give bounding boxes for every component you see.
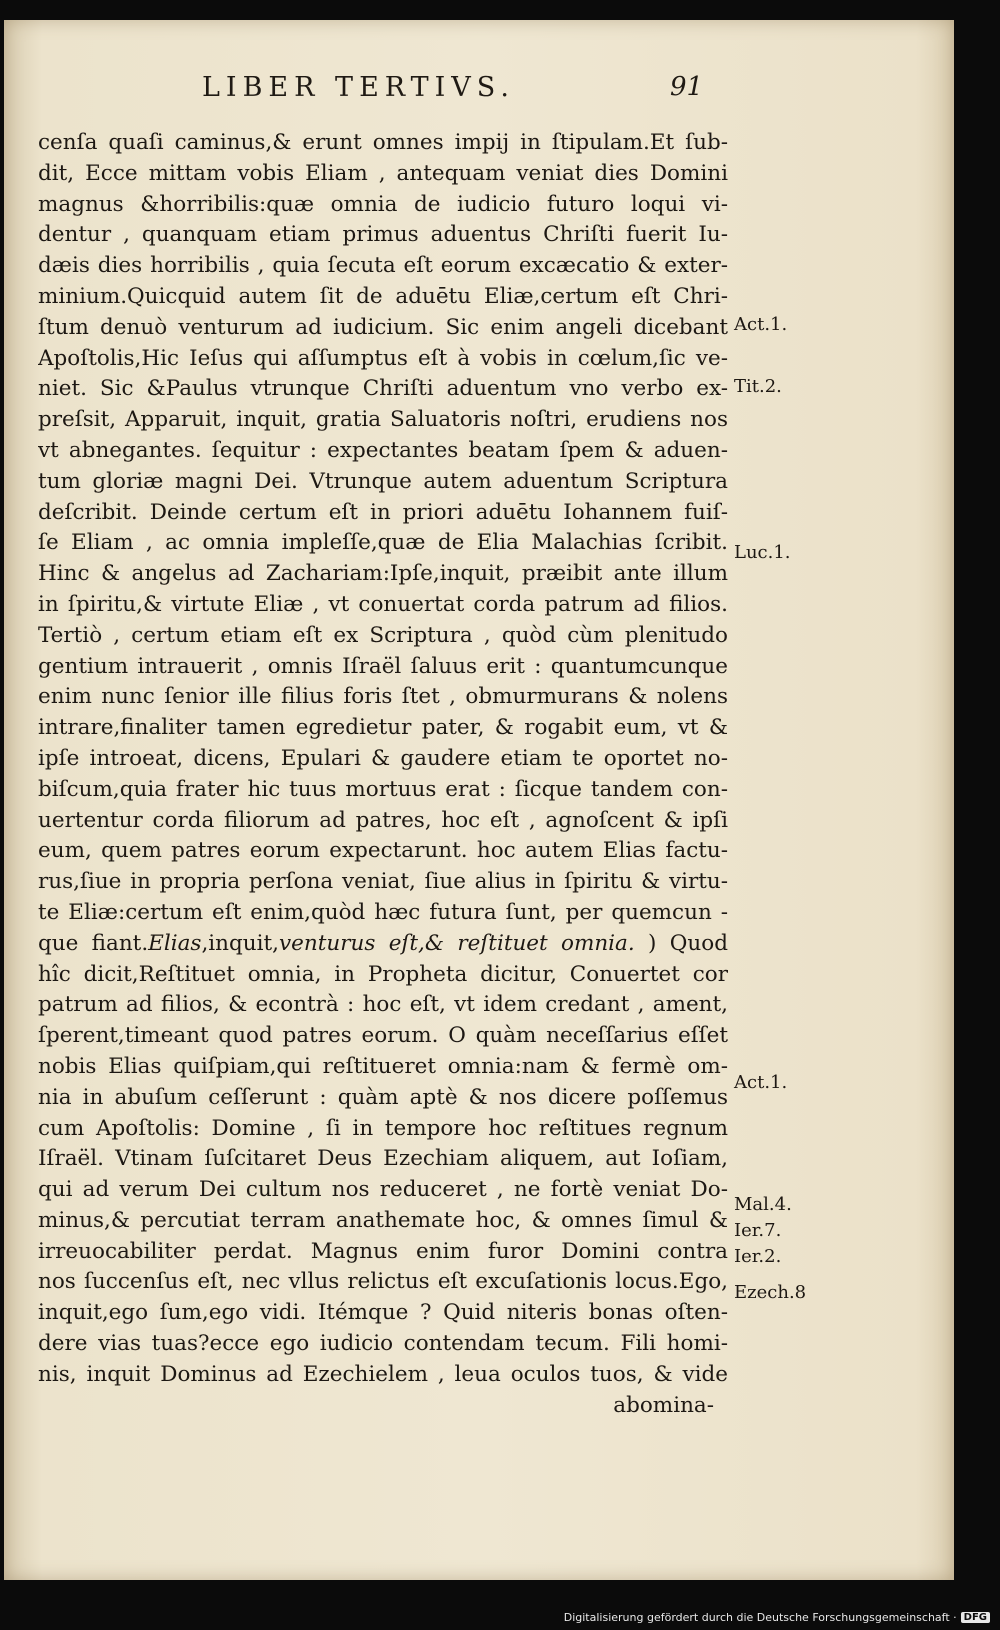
funding-credit: Digitalisierung gefördert durch die Deutsche Forschungsgemeinschaft · <box>563 1611 957 1624</box>
text-line: Tertiò , certum etiam eſt ex Scriptura , quòd cùm plenitudo <box>38 622 728 648</box>
text-line: nis, inquit Dominus ad Ezechielem , leua oculos tuos, & vide <box>38 1361 728 1387</box>
italic-quotation: Elias <box>148 930 202 956</box>
text-line: ſe Eliam , ac omnia impleſſe,quæ de Elia Malachias ſcribit. <box>38 530 728 556</box>
text-line: inquit,ego ſum,ego vidi. Itémque ? Quid niteris bonas oſten- <box>38 1300 728 1326</box>
italic-quotation: venturus eſt,& reſtituet omnia. <box>279 930 635 956</box>
text-segment: que fiant. <box>38 930 149 956</box>
margin-reference: Ezech.8 <box>734 1282 807 1303</box>
text-line: qui ad verum Dei cultum nos reduceret , ne fortè veniat Do- <box>38 1177 728 1203</box>
text-line: intrare,finaliter tamen egredietur pater, & rogabit eum, vt & <box>38 715 728 741</box>
text-line: ſperent,timeant quod patres eorum. O quàm neceſſarius eſſet <box>38 1023 728 1049</box>
text-line: nobis Elias quiſpiam,qui reſtitueret omnia:nam & fermè om- <box>38 1053 728 1079</box>
margin-notes <box>4 20 954 1580</box>
text-line: dere vias tuas?ecce ego iudicio contendam tecum. Fili homi- <box>38 1331 728 1357</box>
text-line: ipſe introeat, dicens, Epulari & gaudere etiam te oportet no- <box>38 745 728 771</box>
text-line: gentium intrauerit , omnis Iſraël ſaluus erit : quantumcunque <box>38 653 728 679</box>
text-line: vt abnegantes. ſequitur : expectantes beatam ſpem & aduen- <box>38 437 728 463</box>
margin-reference: Act.1. <box>734 314 788 335</box>
text-line: dæis dies horribilis , quia ſecuta eſt eorum excæcatio & exter- <box>38 253 728 279</box>
text-line: biſcum,quia frater hic tuus mortuus erat : ſicque tandem con- <box>38 776 728 802</box>
text-segment: ,inquit, <box>201 930 279 956</box>
text-line: te Eliæ:certum eſt enim,quòd hæc futura ſunt, per quemcun - <box>38 899 728 925</box>
margin-reference: Ier.7. <box>734 1220 782 1241</box>
text-line: patrum ad filios, & econtrà : hoc eſt, vt idem credant , ament, <box>38 992 728 1018</box>
text-line: minium.Quicquid autem ſit de aduētu Eliæ,certum eſt Chri- <box>38 283 728 309</box>
text-line: minus,& percutiat terram anathemate hoc, & omnes ſimul & <box>38 1207 728 1233</box>
text-line: tum gloriæ magni Dei. Vtrunque autem aduentum Scriptura <box>38 468 728 494</box>
text-line: magnus &horribilis:quæ omnia de iudicio futuro loqui vi- <box>38 191 728 217</box>
catchword: abomina- <box>613 1392 714 1418</box>
text-line: Apoſtolis,Hic Ieſus qui aſſumptus eſt à vobis in cœlum,ſic ve- <box>38 345 728 371</box>
text-line: hîc dicit,Reſtituet omnia, in Propheta dicitur, Conuertet cor <box>38 961 728 987</box>
text-line: preſsit, Apparuit, inquit, gratia Saluatoris noſtri, erudiens nos <box>38 407 728 433</box>
text-line: Hinc & angelus ad Zachariam:Ipſe,inquit, præibit ante illum <box>38 561 728 587</box>
text-line: in ſpiritu,& virtute Eliæ , vt conuertat corda patrum ad filios. <box>38 591 728 617</box>
running-head: LIBER TERTIVS. <box>202 72 515 103</box>
page-number: 91 <box>670 72 704 102</box>
margin-reference: Tit.2. <box>734 376 782 397</box>
text-line: cum Apoſtolis: Domine , ſi in tempore hoc reſtitues regnum <box>38 1115 728 1141</box>
margin-reference: Ier.2. <box>734 1246 782 1267</box>
dfg-logo-icon: DFG <box>961 1612 990 1623</box>
text-line: irreuocabiliter perdat. Magnus enim furor Domini contra <box>38 1238 728 1264</box>
text-line: eum, quem patres eorum expectarunt. hoc autem Elias factu- <box>38 838 728 864</box>
text-line: deſcribit. Deinde certum eſt in priori aduētu Iohannem fuiſ- <box>38 499 728 525</box>
text-segment: ) Quod <box>634 930 728 956</box>
text-line: cenſa quaſi caminus,& erunt omnes impij in ſtipulam.Et ſub- <box>38 130 728 155</box>
text-line: rus,ſiue in propria perſona veniat, ſiue alius in ſpiritu & virtu- <box>38 869 728 895</box>
margin-reference: Act.1. <box>734 1072 788 1093</box>
text-line: nia in abuſum ceſſerunt : quàm aptè & nos dicere poſſemus <box>38 1084 728 1110</box>
book-page <box>4 20 954 1580</box>
digitization-footer <box>564 1611 990 1624</box>
text-line: ſtum denuò venturum ad iudicium. Sic enim angeli dicebant <box>38 314 728 340</box>
text-line: uertentur corda filiorum ad patres, hoc eſt , agnoſcent & ipſi <box>38 807 728 833</box>
text-line: nos ſuccenſus eſt, nec vllus relictus eſt excuſationis locus.Ego, <box>38 1269 728 1295</box>
margin-reference: Mal.4. <box>734 1194 792 1215</box>
text-line: enim nunc ſenior ille filius foris ſtet , obmurmurans & nolens <box>38 684 728 710</box>
text-line: Iſraël. Vtinam ſuſcitaret Deus Ezechiam aliquem, aut Ioſiam, <box>38 1146 728 1172</box>
margin-reference: Luc.1. <box>734 542 791 563</box>
text-line: dit, Ecce mittam vobis Eliam , antequam veniat dies Domini <box>38 160 728 186</box>
text-line: niet. Sic &Paulus vtrunque Chriſti aduentum vno verbo ex- <box>38 376 728 402</box>
text-line: dentur , quanquam etiam primus aduentus Chriſti fuerit Iu- <box>38 222 728 248</box>
